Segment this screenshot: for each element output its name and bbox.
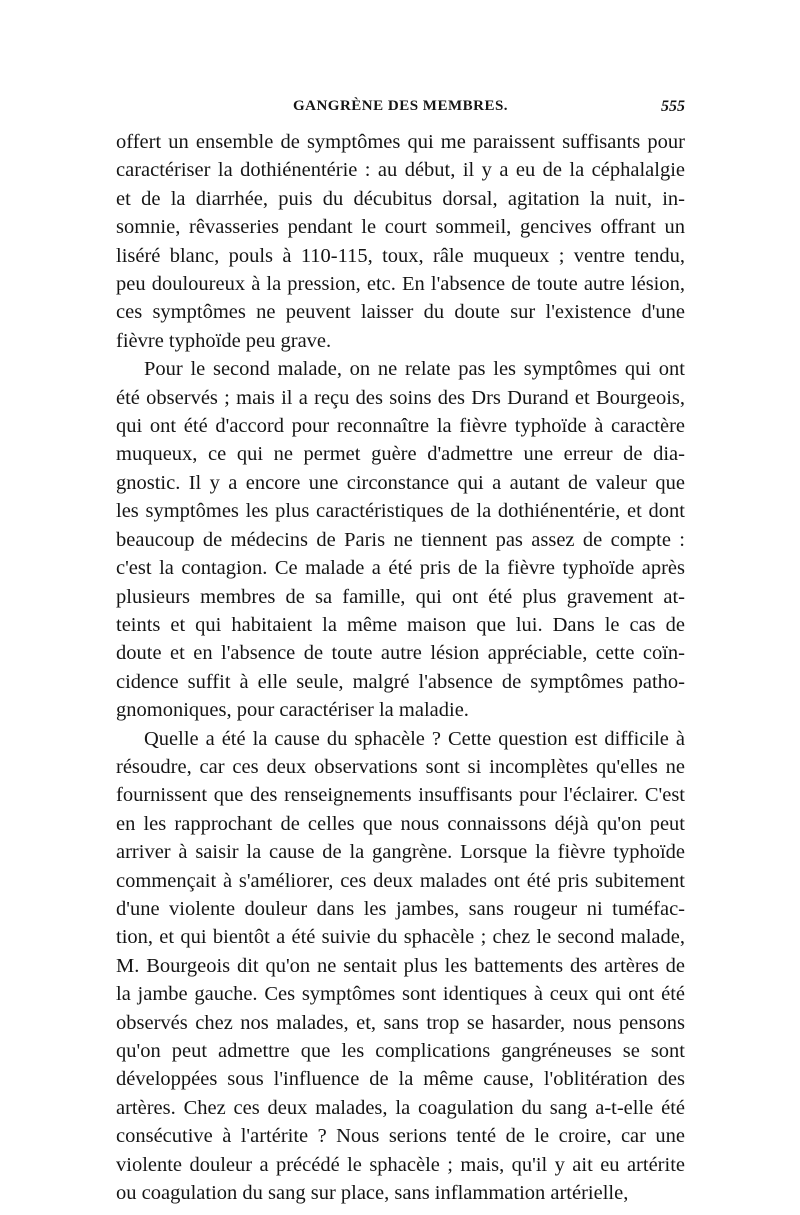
text-line: somnie, rêvasseries pendant le court sommeil, gencives offrant un <box>116 216 685 239</box>
text-line: beaucoup de médecins de Paris ne tiennent pas assez de compte : <box>116 528 685 551</box>
text-line: liséré blanc, pouls à 110-115, toux, râle muqueux ; ventre tendu, <box>116 244 685 267</box>
text-line: muqueux, ce qui ne permet guère d'admettre une erreur de dia- <box>116 443 685 466</box>
text-line: qu'on peut admettre que les complications gangréneuses se sont <box>116 1040 685 1062</box>
text-line: ces symptômes ne peuvent laisser du doute sur l'existence d'une <box>116 301 685 324</box>
paragraph <box>116 355 685 724</box>
text-line: tion, et qui bientôt a été suivie du sphacèle ; chez le second malade, <box>116 926 685 949</box>
page-number: 555 <box>661 98 685 115</box>
text-line: violente douleur a précédé le sphacèle ; mais, qu'il y ait eu artérite <box>116 1153 685 1176</box>
text-line: commençait à s'améliorer, ces deux malades ont été pris subitement <box>116 869 685 892</box>
text-line: Pour le second malade, on ne relate pas les symptômes qui ont <box>144 358 685 381</box>
text-line: Quelle a été la cause du sphacèle ? Cette question est difficile à <box>144 727 685 750</box>
text-line: les symptômes les plus caractéristiques de la dothiénentérie, et dont <box>116 500 685 523</box>
running-title: GANGRÈNE DES MEMBRES. <box>292 98 509 114</box>
text-line: en les rapprochant de celles que nous connaissons déjà qu'on peut <box>116 812 685 835</box>
text-line: gnomoniques, pour caractériser la maladie. <box>116 699 469 722</box>
text-line: été observés ; mais il a reçu des soins des Drs Durand et Bourgeois, <box>116 386 685 409</box>
text-line: d'une violente douleur dans les jambes, sans rougeur ni tuméfac- <box>116 897 685 920</box>
text-line: fièvre typhoïde peu grave. <box>116 329 332 352</box>
text-line: la jambe gauche. Ces symptômes sont identiques à ceux qui ont été <box>116 983 685 1006</box>
text-line: observés chez nos malades, et, sans trop se hasarder, nous pensons <box>116 1011 685 1034</box>
text-line: qui ont été d'accord pour reconnaître la fièvre typhoïde à caractère <box>116 415 685 438</box>
text-line: et de la diarrhée, puis du décubitus dorsal, agitation la nuit, in- <box>116 187 685 210</box>
text-line: plusieurs membres de sa famille, qui ont été plus gravement at- <box>116 585 685 608</box>
text-line: consécutive à l'artérite ? Nous serions tenté de le croire, car une <box>116 1125 685 1148</box>
text-line: résoudre, car ces deux observations sont si incomplètes qu'elles ne <box>116 755 685 778</box>
paragraph <box>116 725 685 1208</box>
text-line: gnostic. Il y a encore une circonstance qui a autant de valeur que <box>116 471 685 494</box>
paragraph <box>116 128 685 355</box>
text-line: c'est la contagion. Ce malade a été pris de la fièvre typhoïde après <box>116 557 685 580</box>
text-line: fournissent que des renseignements insuffisants pour l'éclairer. C'est <box>116 784 685 807</box>
text-line: M. Bourgeois dit qu'on ne sentait plus les battements des artères de <box>116 954 685 977</box>
text-line: peu douloureux à la pression, etc. En l'absence de toute autre lésion, <box>116 273 685 296</box>
text-line: offert un ensemble de symptômes qui me paraissent suffisants pour <box>116 131 685 153</box>
book-page <box>116 98 685 1207</box>
text-line: développées sous l'influence de la même cause, l'oblitération des <box>116 1068 685 1091</box>
body-text <box>116 128 685 1207</box>
text-line: artères. Chez ces deux malades, la coagulation du sang a-t-elle été <box>116 1096 685 1119</box>
text-line: arriver à saisir la cause de la gangrène. Lorsque la fièvre typhoïde <box>116 841 685 864</box>
text-line: cidence suffit à elle seule, malgré l'absence de symptômes patho- <box>116 670 685 693</box>
text-line: caractériser la dothiénentérie : au début, il y a eu de la céphalalgie <box>116 159 685 182</box>
text-line: doute et en l'absence de toute autre lésion appréciable, cette coïn- <box>116 642 685 665</box>
text-line: ou coagulation du sang sur place, sans inflammation artérielle, <box>116 1182 629 1205</box>
text-line: teints et qui habitaient la même maison que lui. Dans le cas de <box>116 613 685 636</box>
page-header <box>116 98 685 128</box>
